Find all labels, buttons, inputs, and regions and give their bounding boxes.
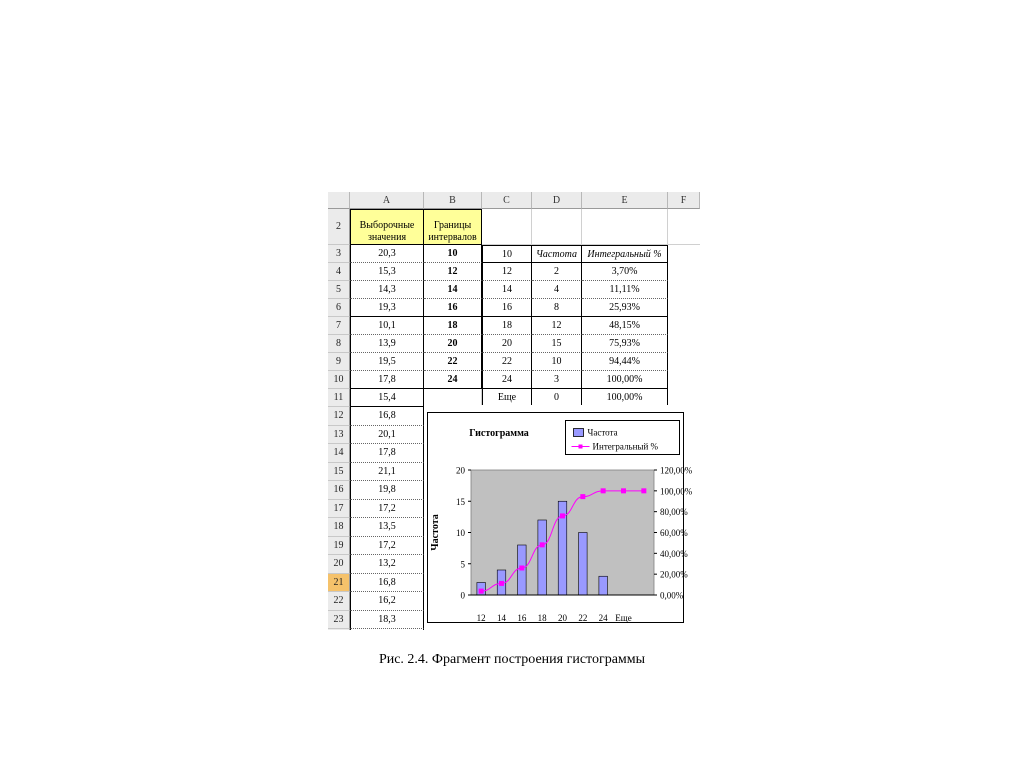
histogram-chart[interactable] [424,405,700,630]
cell-a[interactable]: 18,3 [350,611,424,630]
cell-a[interactable]: 19,5 [350,353,424,371]
cell-b[interactable]: 22 [424,353,482,371]
cell-a2[interactable]: Выборочные значения [350,209,424,245]
sheet-row [328,263,700,281]
x-tick-label: 16 [517,613,527,623]
cell-b[interactable]: 20 [424,335,482,353]
sheet-row [328,281,700,299]
cell-c[interactable]: Еще [482,389,532,407]
cell-f[interactable] [668,245,700,263]
row-header[interactable]: 6 [328,299,350,317]
column-header-b[interactable]: B [424,192,482,209]
row-header[interactable]: 12 [328,407,350,426]
sheet-row [328,335,700,353]
column-header-f[interactable]: F [668,192,700,209]
column-header-d[interactable]: D [532,192,582,209]
y-tick-label: 0 [460,590,465,601]
x-tick-label: 24 [598,613,608,623]
cell-d[interactable]: 12 [532,317,582,335]
y-tick-label: 5 [460,559,465,570]
cell-c[interactable]: 20 [482,335,532,353]
y2-tick-label: 40,00% [660,548,688,559]
chart-svg [424,405,700,630]
cell-a[interactable]: 15,3 [350,263,424,281]
row-header[interactable]: 19 [328,537,350,556]
cell-d[interactable]: 3 [532,371,582,389]
cell-e[interactable]: 94,44% [582,353,668,371]
cell-f2[interactable] [668,209,700,245]
cell-a[interactable]: 20,3 [350,245,424,263]
row-header[interactable]: 21 [328,574,350,593]
cell-f[interactable] [668,281,700,299]
row-header[interactable]: 15 [328,463,350,482]
cell-b[interactable]: 10 [424,245,482,263]
legend-label: Частота [587,427,618,438]
cell-a[interactable]: 17,2 [350,537,424,556]
cell-b[interactable]: 16 [424,299,482,317]
cell-a[interactable]: 13,5 [350,518,424,537]
cell-e[interactable]: 25,93% [582,299,668,317]
cell-d[interactable]: 4 [532,281,582,299]
y-tick-label: 10 [456,528,465,538]
y2-tick-label: 0,00% [660,590,684,601]
y2-tick-label: 100,00% [660,486,693,497]
line-marker [580,494,585,499]
cell-f[interactable] [668,335,700,353]
sheet-row [328,353,700,371]
line-marker [479,589,484,594]
cell-a[interactable]: 13,9 [350,335,424,353]
cell-c[interactable]: 14 [482,281,532,299]
cell-c2[interactable] [482,209,532,245]
cell-e2[interactable] [582,209,668,245]
row-header[interactable]: 4 [328,263,350,281]
sheet-row [328,317,700,335]
figure-caption: Рис. 2.4. Фрагмент построения гистограммы [378,652,646,667]
sheet-row [328,371,700,389]
x-tick-label: 18 [537,613,547,623]
cell-a[interactable]: 16,8 [350,407,424,426]
column-header-e[interactable]: E [582,192,668,209]
cell-f[interactable] [668,317,700,335]
cell-c[interactable]: 12 [482,263,532,281]
cell-b[interactable]: 18 [424,317,482,335]
row-header[interactable]: 5 [328,281,350,299]
cell-c[interactable]: 18 [482,317,532,335]
cell-c[interactable]: 24 [482,371,532,389]
column-header-a[interactable]: A [350,192,424,209]
x-tick-label: 12 [476,613,486,623]
cell-e[interactable]: 48,15% [582,317,668,335]
row-header[interactable]: 18 [328,518,350,537]
cell-f[interactable] [668,371,700,389]
cell-e[interactable]: Интегральный % [582,245,668,263]
row-header[interactable]: 13 [328,426,350,445]
cell-a[interactable]: 17,8 [350,444,424,463]
bar [599,576,608,595]
row-header[interactable]: 11 [328,389,350,407]
cell-d[interactable]: 10 [532,353,582,371]
cell-c[interactable]: 10 [482,245,532,263]
sheet-row [328,192,700,209]
cell-a[interactable] [350,629,424,630]
cell-e[interactable]: 100,00% [582,389,668,407]
y2-tick-label: 120,00% [660,465,693,476]
y2-tick-label: 20,00% [660,569,688,580]
bar [579,533,588,596]
x-tick-label: 22 [578,613,588,623]
row-header[interactable]: 23 [328,611,350,630]
row-header[interactable] [328,629,350,630]
cell-a[interactable]: 16,2 [350,592,424,611]
row-header[interactable]: 8 [328,335,350,353]
line-marker [540,542,545,547]
line-marker [519,565,524,570]
sheet-row [328,299,700,317]
cell-a[interactable]: 17,2 [350,500,424,519]
cell-b2[interactable]: Границы интервалов [424,209,482,245]
cell-b[interactable]: 12 [424,263,482,281]
cell-f[interactable] [668,299,700,317]
cell-d[interactable]: 8 [532,299,582,317]
row-header[interactable]: 22 [328,592,350,611]
spreadsheet [328,192,700,630]
select-all-corner[interactable] [328,192,350,209]
cell-a[interactable]: 20,1 [350,426,424,445]
cell-e[interactable]: 75,93% [582,335,668,353]
y-tick-label: 20 [456,465,465,476]
legend-swatch-marker [579,445,583,449]
column-header-c[interactable]: C [482,192,532,209]
row-header[interactable]: 9 [328,353,350,371]
legend-swatch-bar [574,429,584,437]
row-header[interactable]: 3 [328,245,350,263]
y-tick-label: 15 [456,496,465,507]
bar [538,520,547,595]
cell-f[interactable] [668,353,700,371]
cell-a[interactable]: 21,1 [350,463,424,482]
cell-a[interactable]: 14,3 [350,281,424,299]
cell-b[interactable]: 24 [424,371,482,389]
x-tick-label: Еще [615,613,632,623]
legend-label: Интегральный % [592,441,659,452]
line-marker [621,488,626,493]
cell-a[interactable]: 15,4 [350,389,424,407]
y2-tick-label: 60,00% [660,528,688,538]
cell-c[interactable]: 22 [482,353,532,371]
x-tick-label: 20 [558,613,567,623]
y2-tick-label: 80,00% [660,507,688,518]
row-header[interactable]: 2 [328,209,350,245]
cell-d[interactable]: 15 [532,335,582,353]
row-header[interactable]: 7 [328,317,350,335]
line-marker [601,488,606,493]
cell-b[interactable]: 14 [424,281,482,299]
cell-e[interactable]: 3,70% [582,263,668,281]
cell-d[interactable]: 2 [532,263,582,281]
cell-f[interactable] [668,263,700,281]
line-marker [560,513,565,518]
cell-d2[interactable] [532,209,582,245]
row-header[interactable]: 17 [328,500,350,519]
cell-a[interactable]: 19,8 [350,481,424,500]
cell-a[interactable]: 13,2 [350,555,424,574]
chart-title: Гистограмма [469,428,529,439]
cell-a[interactable]: 17,8 [350,371,424,389]
row-header[interactable]: 14 [328,444,350,463]
line-marker [641,488,646,493]
cell-a[interactable]: 16,8 [350,574,424,593]
cell-d[interactable]: Частота [532,245,582,263]
cell-a[interactable]: 19,3 [350,299,424,317]
x-tick-label: 14 [497,613,506,623]
y-axis-label: Частота [430,514,441,551]
row-header[interactable]: 16 [328,481,350,500]
sheet-row [328,209,700,245]
row-header[interactable]: 10 [328,371,350,389]
cell-a[interactable]: 10,1 [350,317,424,335]
cell-e[interactable]: 11,11% [582,281,668,299]
line-marker [499,581,504,586]
sheet-row [328,245,700,263]
row-header[interactable]: 20 [328,555,350,574]
cell-e[interactable]: 100,00% [582,371,668,389]
cell-c[interactable]: 16 [482,299,532,317]
cell-d[interactable]: 0 [532,389,582,407]
